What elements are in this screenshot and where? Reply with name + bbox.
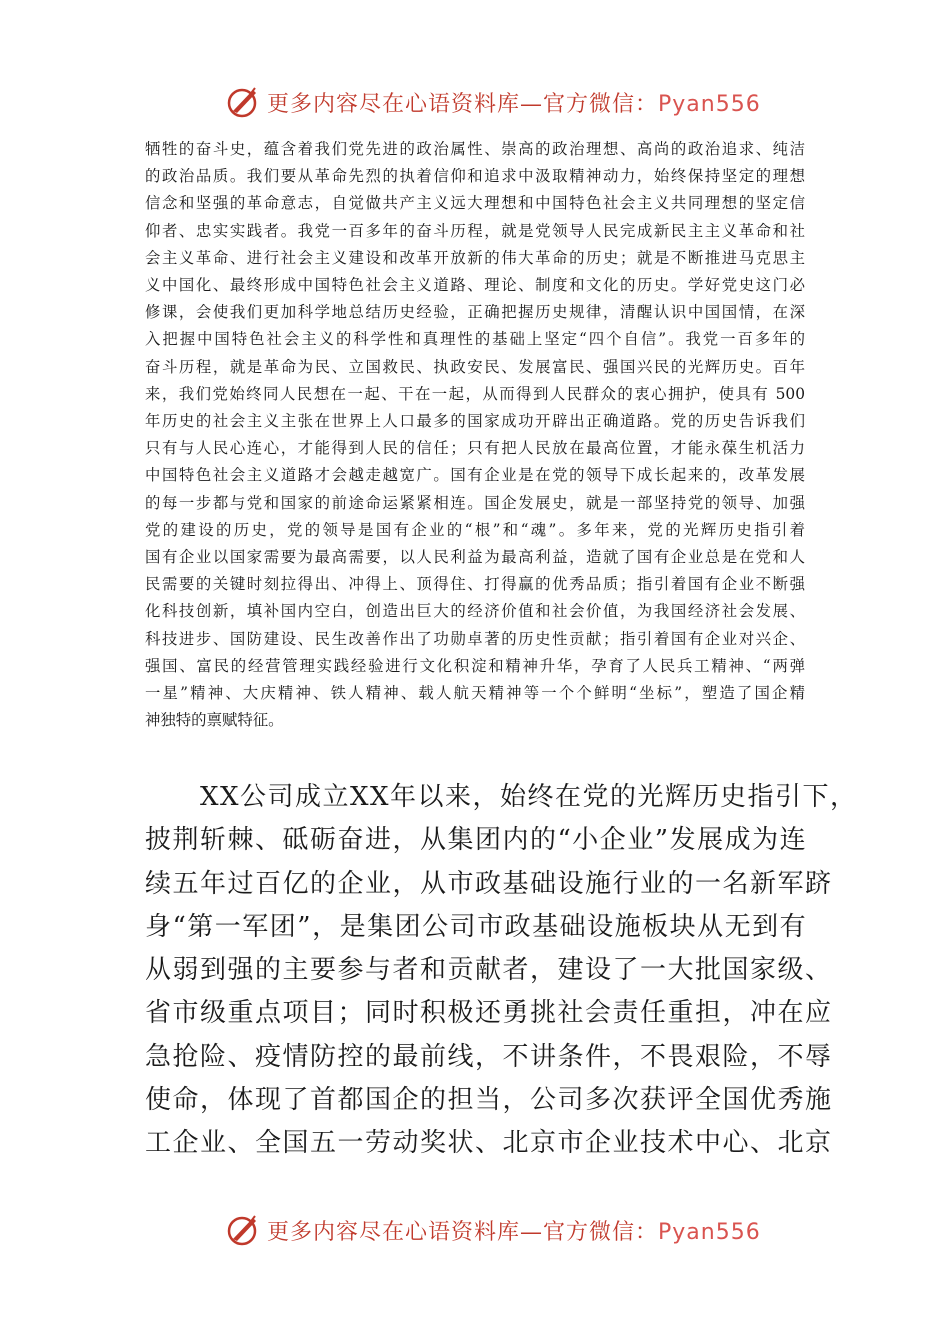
text-line: 强国、富民的经营管理实践经验进行文化积淀和精神升华，孕育了人民兵工精神、“两弹 [145, 656, 805, 675]
text-line: 的政治品质。我们要从革命先烈的执着信仰和追求中汲取精神动力，始终保持坚定的理想 [145, 167, 805, 186]
text-line: 使命，体现了首都国企的担当，公司多次获评全国优秀施 [145, 1085, 833, 1116]
text-line: 牺牲的奋斗史，蕴含着我们党先进的政治属性、崇高的政治理想、高尚的政治追求、纯洁 [145, 140, 805, 158]
text-line: 急抢险、疫情防控的最前线，不讲条件，不畏艰险，不辱 [145, 1041, 833, 1072]
text-line: 修课，会使我们更加科学地总结历史经验，正确把握历史规律，清醒认识中国国情，在深 [145, 303, 805, 322]
quill-circle-icon [225, 84, 261, 120]
text-line: 中国特色社会主义道路才会越走越宽广。国有企业是在党的领导下成长起来的，改革发展 [145, 466, 805, 485]
text-line: 省市级重点项目；同时积极还勇挑社会责任重担，冲在应 [145, 998, 833, 1029]
text-line: 的每一步都与党和国家的前途命运紧紧相连。国企发展史，就是一部坚持党的领导、加强 [145, 493, 805, 512]
text-line: 奋斗历程，就是革命为民、立国救民、执政安民、发展富民、强国兴民的光辉历史。百年 [145, 357, 805, 376]
text-line: 神独特的禀赋特征。 [145, 711, 284, 730]
text-line: 化科技创新，填补国内空白，创造出巨大的经济价值和社会价值，为我国经济社会发展、 [145, 602, 805, 621]
text-line: 信念和坚强的革命意志，自觉做共产主义远大理想和中国特色社会主义共同理想的坚定信 [145, 194, 805, 213]
wechat-id: Pyan556 [658, 1219, 761, 1245]
text-line: 仰者、忠实实践者。我党一百多年的奋斗历程，就是党领导人民完成新民主主义革命和社 [145, 221, 805, 240]
text-line: 续五年过百亿的企业，从市政基础设施行业的一名新军跻 [145, 868, 833, 899]
text-line: 义中国化、最终形成中国特色社会主义道路、理论、制度和文化的历史。学好党史这门必 [145, 276, 805, 295]
banner-label: 更多内容尽在心语资料库—官方微信：Pyan556 [267, 91, 761, 117]
text-line: 国有企业以国家需要为最高需要，以人民利益为最高利益，造就了国有企业总是在党和人 [145, 548, 805, 567]
body-paragraph-large [145, 776, 858, 1166]
text-line: 年历史的社会主义主张在世界上人口最多的国家成功开辟出正确道路。党的历史告诉我们 [145, 412, 805, 431]
text-line: 民需要的关键时刻拉得出、冲得上、顶得住、打得赢的优秀品质；指引着国有企业不断强 [145, 575, 805, 594]
wechat-id: Pyan556 [658, 91, 761, 117]
text-line: 来，我们党始终同人民想在一起、干在一起，从而得到人民群众的衷心拥护，使具有 500 [145, 384, 805, 403]
text-line: 会主义革命、进行社会主义建设和改革开放新的伟大革命的历史；就是不断推进马克思主 [145, 248, 805, 267]
text-line: 一星”精神、大庆精神、铁人精神、载人航天精神等一个个鲜明“坐标”，塑造了国企精 [145, 684, 805, 703]
text-line: 党的建设的历史，党的领导是国有企业的“根”和“魂”。多年来，党的光辉历史指引着 [145, 520, 805, 539]
text-line: 科技进步、国防建设、民生改善作出了功勋卓著的历史性贡献；指引着国有企业对兴企、 [145, 629, 805, 648]
text-line: 入把握中国特色社会主义的科学性和真理性的基础上坚定“四个自信”。我党一百多年的 [145, 330, 805, 349]
text-line: XX公司成立XX年以来，始终在党的光辉历史指引下， [145, 782, 858, 812]
quill-circle-icon [225, 1212, 261, 1248]
text-line: 工企业、全国五一劳动奖状、北京市企业技术中心、北京 [145, 1128, 833, 1159]
header-banner [225, 82, 761, 122]
text-line: 只有与人民心连心，才能得到人民的信任；只有把人民放在最高位置，才能永葆生机活力 [145, 439, 805, 458]
text-line: 从弱到强的主要参与者和贡献者，建设了一大批国家级、 [145, 955, 833, 986]
footer-banner [225, 1210, 761, 1250]
text-line: 披荆斩棘、砥砺奋进，从集团内的“小企业”发展成为连 [145, 825, 808, 856]
body-paragraph-small [145, 136, 805, 734]
banner-label: 更多内容尽在心语资料库—官方微信：Pyan556 [267, 1219, 761, 1245]
text-line: 身“第一军团”，是集团公司市政基础设施板块从无到有 [145, 911, 808, 942]
